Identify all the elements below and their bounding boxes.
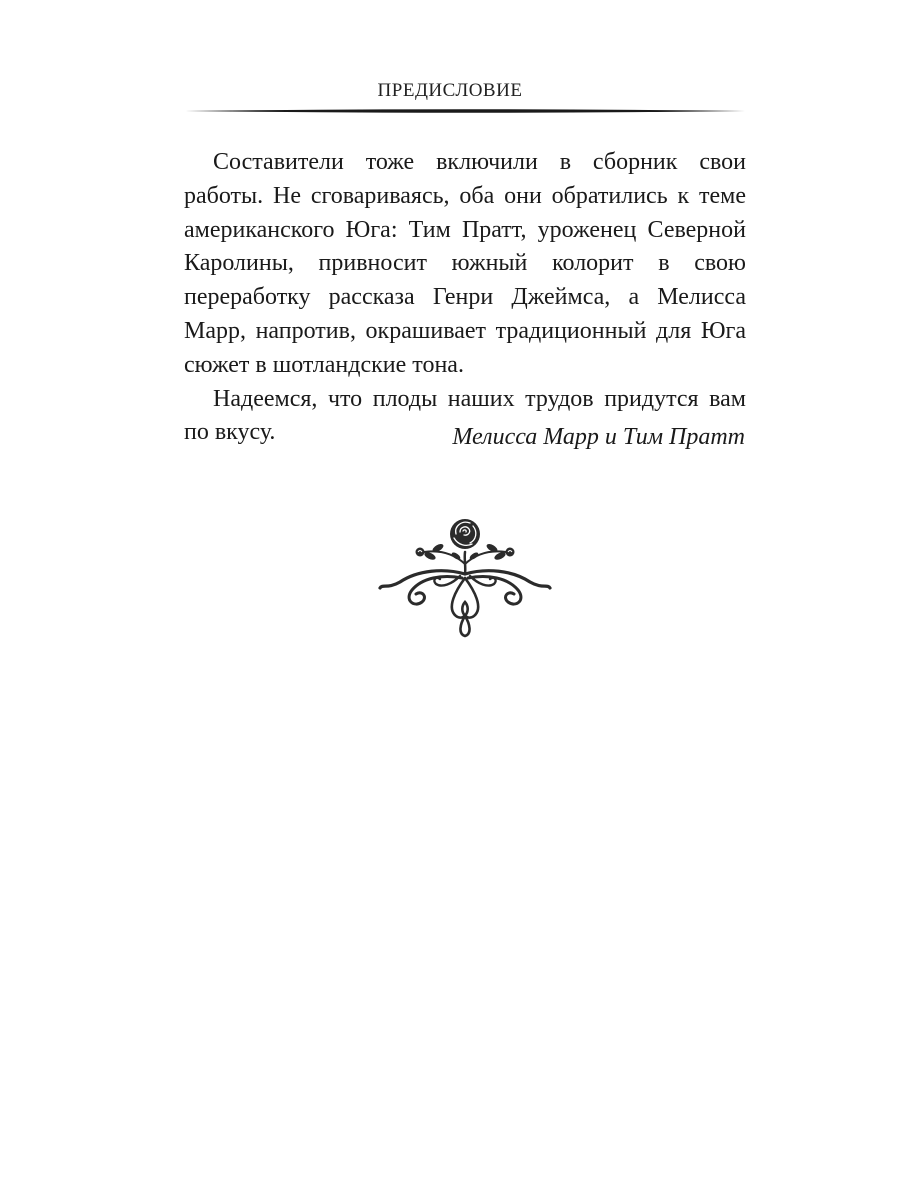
signature: Мелисса Марр и Тим Пратт bbox=[452, 424, 745, 450]
paragraph-1: Составители тоже включили в сборник свои работы. Не сговариваясь, оба они обратились к теме американского Юга: Тим Пратт, уроженец Северной Каролины, привносит южный колорит в свою переработку рассказа Генри Джеймса, а Мелисса Марр, напротив, окрашивает традиционный для Юга сюжет в шотландские тона. bbox=[184, 149, 746, 378]
running-title: ПРЕДИСЛОВИЕ bbox=[377, 80, 523, 101]
paragraph-2: Надеемся, что плоды наших трудов придутся вам по вкусу. bbox=[184, 385, 746, 446]
rose-flourish-icon bbox=[376, 512, 554, 644]
header-rule bbox=[185, 108, 745, 114]
body-text bbox=[184, 146, 746, 450]
